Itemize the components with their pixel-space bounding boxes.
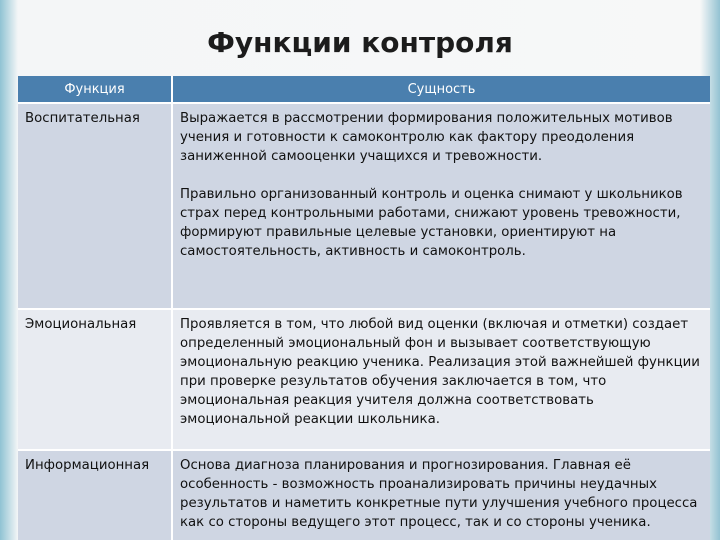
function-cell: Информационная: [18, 450, 172, 540]
header-function: Функция: [18, 76, 172, 103]
essence-paragraph: Основа диагноза планирования и прогнозирования. Главная её особенность - возможность проанализировать причины неудачных результатов и наметить конкретные пути улучшения учебного процесса как со стороны ведущего этот процесс, так и со стороны ученика.: [180, 458, 698, 530]
essence-paragraph: Проявляется в том, что любой вид оценки (включая и отметки) создает определенный эмоциональный фон и вызывает соответствующую эмоциональную реакцию ученика. Реализация этой важнейшей функции при проверке результатов обучения заключается в том, что эмоциональная реакция учителя должна соответствовать эмоциональной реакции школьника.: [180, 317, 700, 427]
table-header-row: [18, 76, 710, 103]
essence-cell: [172, 309, 710, 450]
function-cell: Воспитательная: [18, 103, 172, 309]
slide-title: Функции контроля: [207, 26, 513, 59]
table-row: [18, 103, 710, 309]
essence-cell: [172, 450, 710, 540]
header-essence: Сущность: [172, 76, 710, 103]
functions-table: [18, 76, 710, 540]
essence-cell: [172, 103, 710, 309]
essence-paragraph: Правильно организованный контроль и оценка снимают у школьников страх перед контрольными работами, снижают уровень тревожности, формируют правильные целевые установки, ориентируют на самостоятельность, активность и самоконтроль.: [180, 187, 683, 259]
essence-paragraph: Выражается в рассмотрении формирования положительных мотивов учения и готовности к самоконтролю как фактору преодоления заниженной самооценки учащихся и тревожности.: [180, 111, 673, 164]
table-row: [18, 450, 710, 540]
table-row: [18, 309, 710, 450]
function-cell: Эмоциональная: [18, 309, 172, 450]
